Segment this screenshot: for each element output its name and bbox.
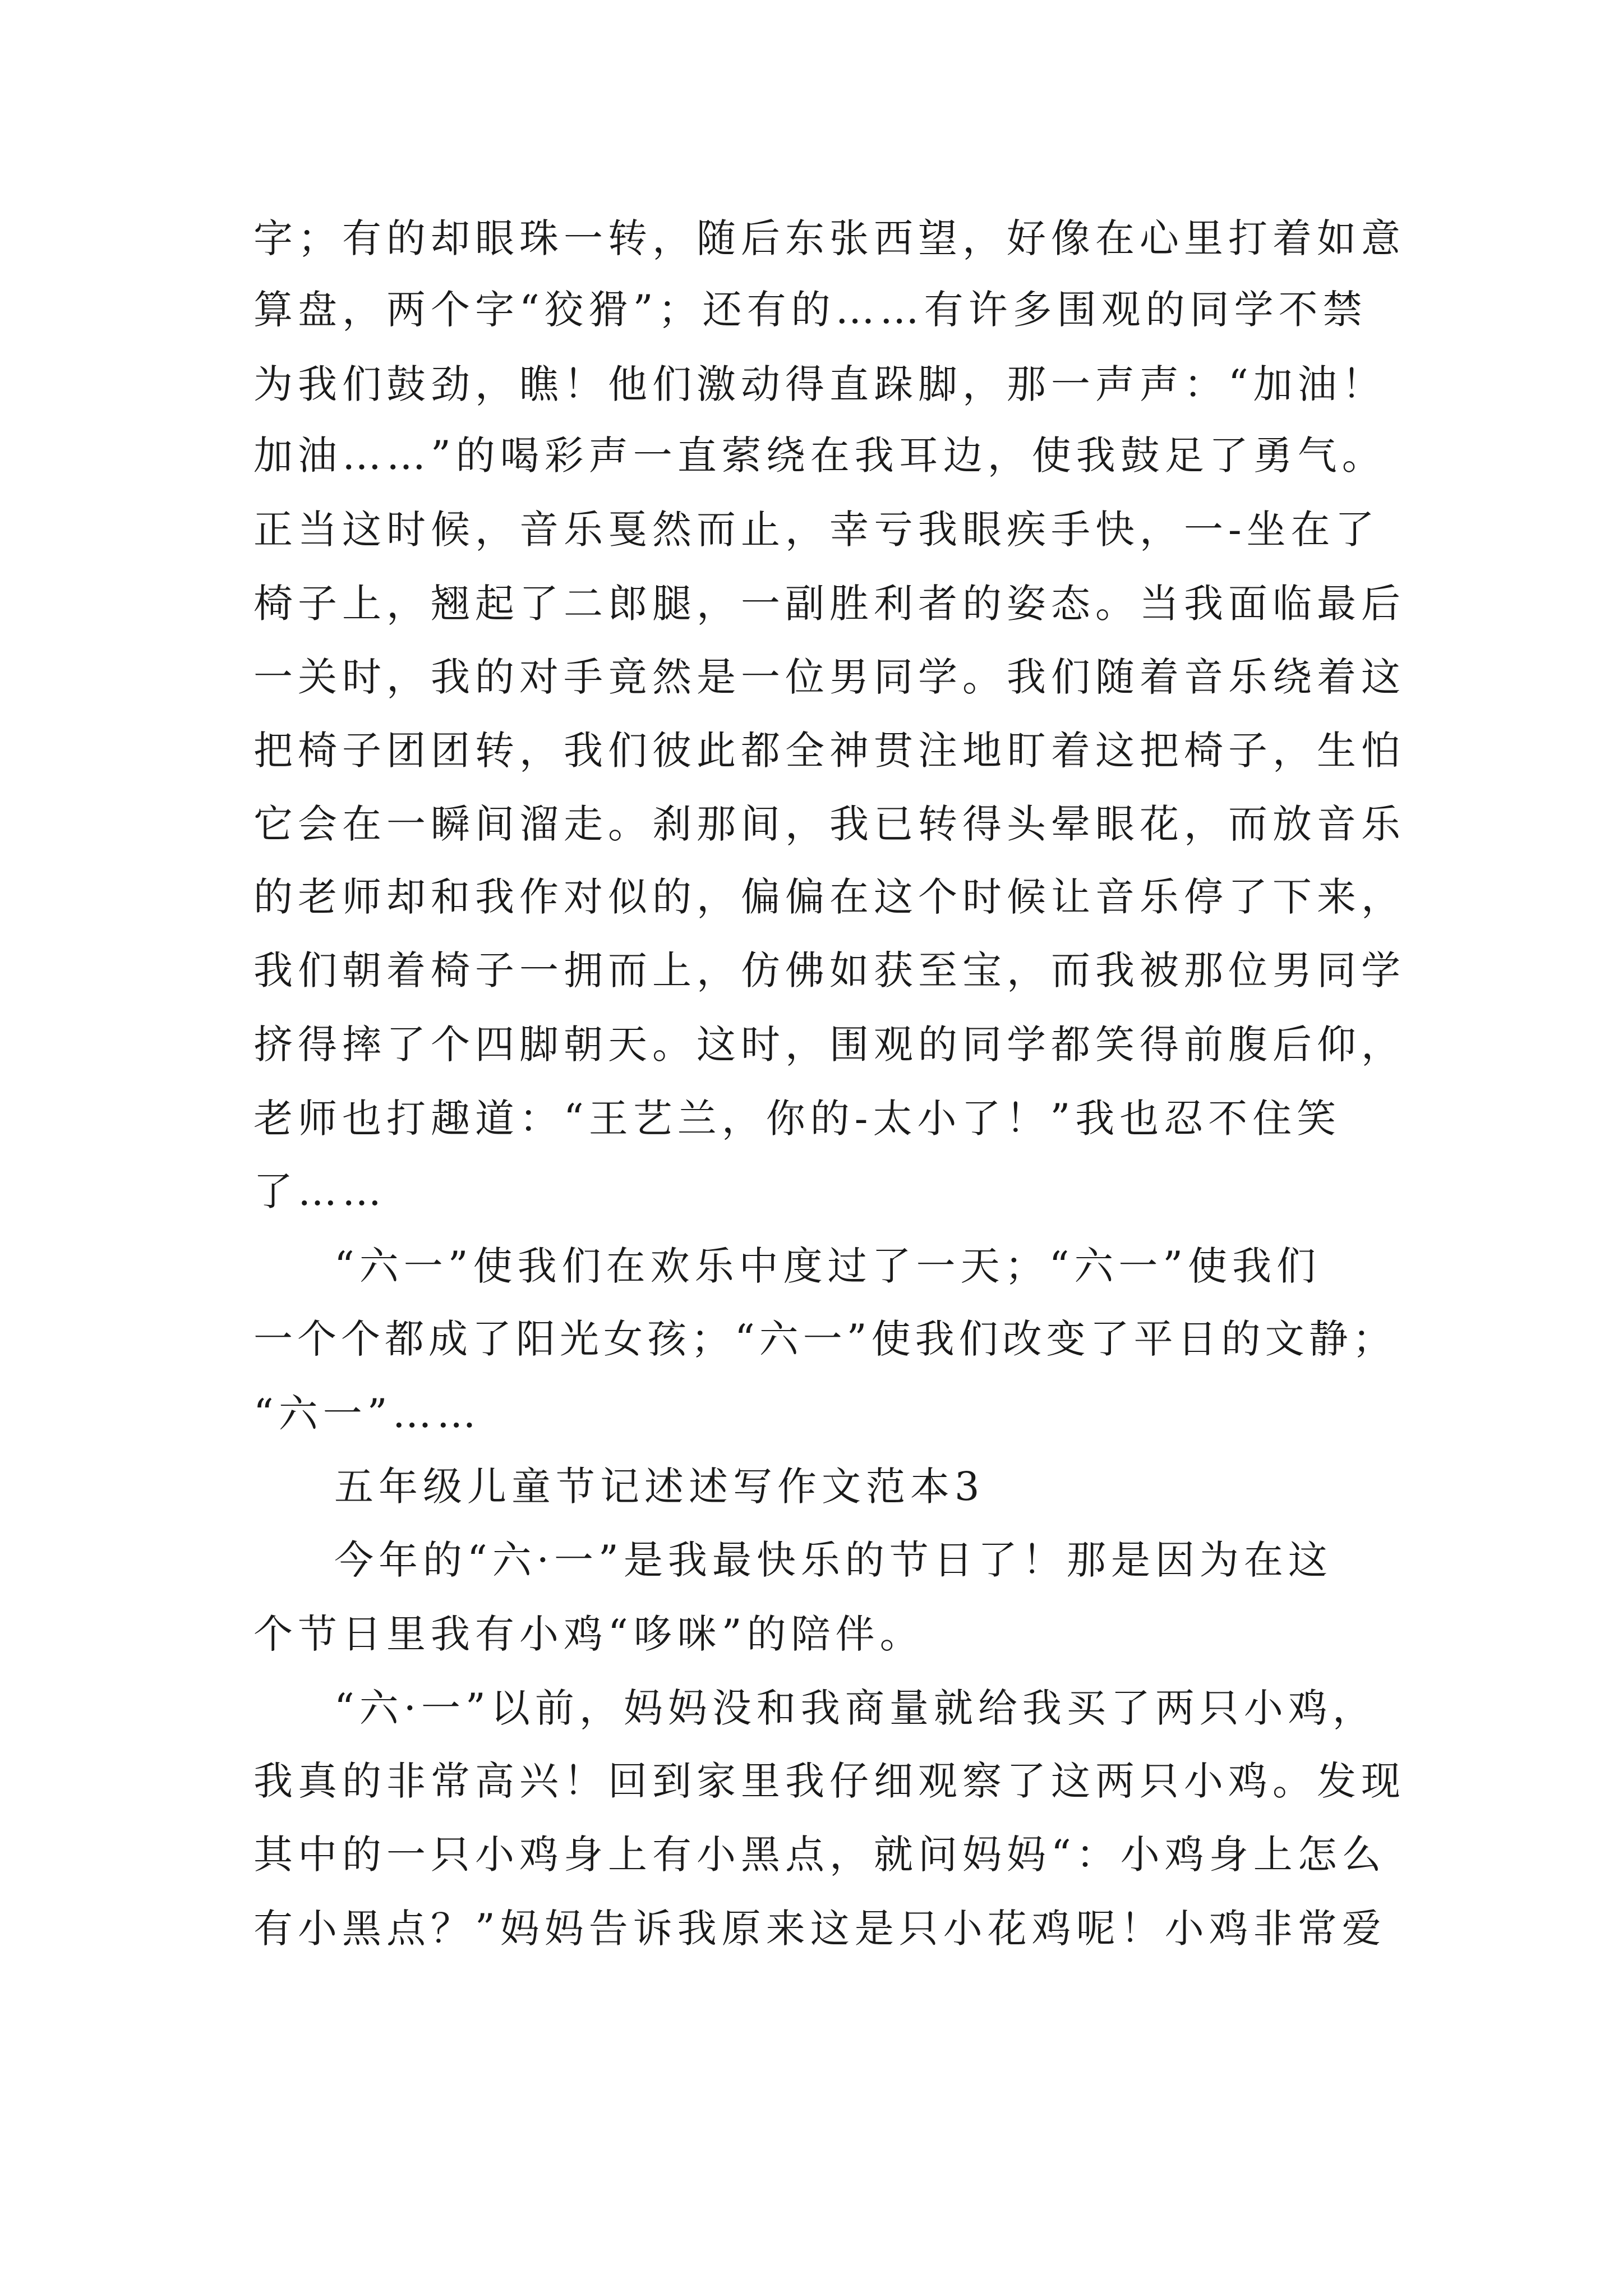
text-line: 正当这时候，音乐戛然而止，幸亏我眼疾手快，一-坐在了 — [253, 507, 1380, 553]
text-line: 个节日里我有小鸡“哆咪”的陪伴。 — [253, 1611, 924, 1657]
text-line: 挤得摔了个四脚朝天。这时，围观的同学都笑得前腹后仰， — [253, 1022, 1405, 1068]
section-heading: 五年级儿童节记述述写作文范本3 — [334, 1464, 985, 1510]
text-line: 有小黑点？”妈妈告诉我原来这是只小花鸡呢！小鸡非常爱 — [253, 1906, 1386, 1952]
text-line: 我真的非常高兴！回到家里我仔细观察了这两只小鸡。发现 — [253, 1758, 1405, 1804]
text-line: “六一”使我们在欢乐中度过了一天；“六一”使我们 — [334, 1243, 1321, 1289]
text-line: 其中的一只小鸡身上有小黑点，就问妈妈“：小鸡身上怎么 — [253, 1832, 1386, 1878]
text-line: 一关时，我的对手竟然是一位男同学。我们随着音乐绕着这 — [253, 654, 1405, 700]
text-line: 的老师却和我作对似的，偏偏在这个时候让音乐停了下来， — [253, 874, 1405, 920]
text-line: 一个个都成了阳光女孩；“六一”使我们改变了平日的文静； — [253, 1316, 1396, 1362]
text-line: 老师也打趣道：“王艺兰，你的-太小了！”我也忍不住笑 — [253, 1096, 1341, 1142]
text-line: 字；有的却眼珠一转，随后东张西望，好像在心里打着如意 — [253, 215, 1405, 261]
text-line: 我们朝着椅子一拥而上，仿佛如获至宝，而我被那位男同学 — [253, 947, 1405, 993]
text-line: 算盘，两个字“狡猾”；还有的……有许多围观的同学不禁 — [253, 287, 1367, 333]
text-line: 椅子上，翘起了二郎腿，一副胜利者的姿态。当我面临最后 — [253, 581, 1405, 627]
text-line: 它会在一瞬间溜走。刹那间，我已转得头晕眼花，而放音乐 — [253, 801, 1405, 847]
text-line: “六·一”以前，妈妈没和我商量就给我买了两只小鸡， — [334, 1685, 1377, 1731]
text-line: 加油……”的喝彩声一直萦绕在我耳边，使我鼓足了勇气。 — [253, 432, 1386, 478]
text-line: “六一”…… — [253, 1391, 481, 1437]
text-line: 了…… — [253, 1168, 386, 1214]
text-line: 把椅子团团转，我们彼此都全神贯注地盯着这把椅子，生怕 — [253, 728, 1405, 774]
text-line: 今年的“六·一”是我最快乐的节日了！那是因为在这 — [334, 1537, 1332, 1583]
text-line: 为我们鼓劲，瞧！他们激动得直跺脚，那一声声：“加油！ — [253, 361, 1386, 407]
